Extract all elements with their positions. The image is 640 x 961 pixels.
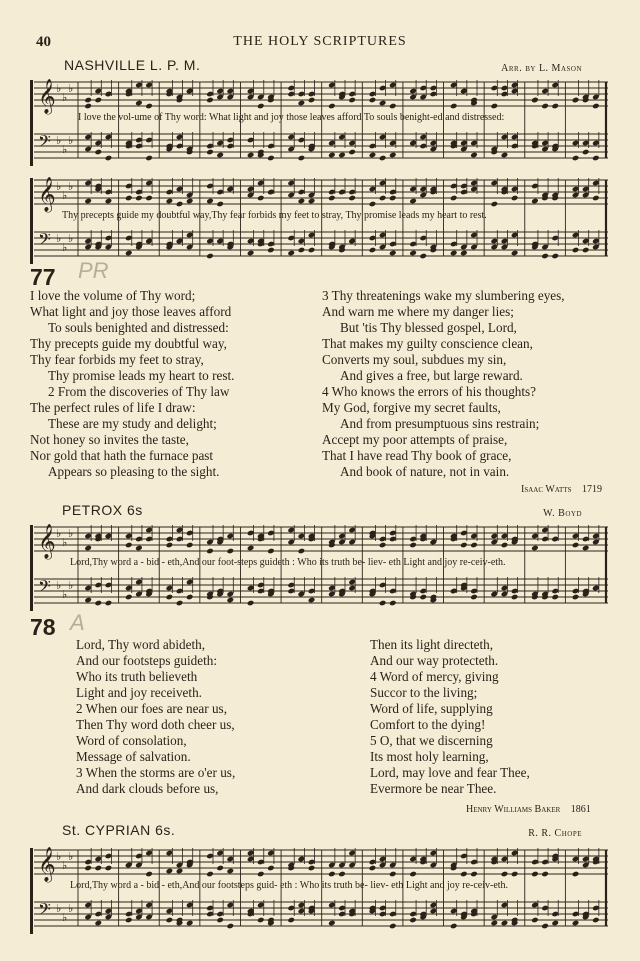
svg-text:♭: ♭ <box>62 241 68 254</box>
svg-text:♭: ♭ <box>68 902 74 915</box>
verse-line: And book of nature, not in vain. <box>340 464 510 479</box>
staff-svg <box>30 174 610 268</box>
verse-line: And dark clouds before us, <box>76 781 219 796</box>
svg-text:♭: ♭ <box>56 134 62 147</box>
hymn-78-left-column <box>76 637 235 797</box>
lyric-underlay-petrox: Lord,Thy word a - bid - eth,And our foot-steps guideth : Who its truth be- liev- eth Light and joy re-ceiv-eth. <box>70 557 506 568</box>
verse-line: Converts my soul, subdues my sin, <box>322 352 507 367</box>
svg-text:♭: ♭ <box>62 91 68 104</box>
running-title: THE HOLY SCRIPTURES <box>233 34 407 49</box>
lyric-underlay-st-cyprian: Lord,Thy word a - bid - eth,And our footsteps guid- eth : Who its truth be- liev- eth Light and joy re-ceiv-eth. <box>70 880 509 891</box>
pencil-mark-78: A <box>70 610 85 635</box>
verse-line: Thy promise leads my heart to rest. <box>48 368 235 383</box>
svg-text:♭: ♭ <box>56 180 62 193</box>
music-system-nashville-2 <box>30 174 610 268</box>
svg-text:♭: ♭ <box>56 850 62 863</box>
svg-text:♭: ♭ <box>68 180 74 193</box>
music-system-petrox <box>30 521 610 615</box>
svg-text:♭: ♭ <box>68 134 74 147</box>
verse-line: 4 Word of mercy, giving <box>370 669 499 684</box>
verse-line: And from presumptuous sins restrain; <box>340 416 540 431</box>
verse-line: That I have read Thy book of grace, <box>322 448 512 463</box>
svg-text:♭: ♭ <box>68 82 74 95</box>
verse-line: Its most holy learning, <box>370 749 489 764</box>
svg-text:♭: ♭ <box>62 143 68 156</box>
author-name: Isaac Watts <box>521 484 572 495</box>
verse-line: But 'tis Thy blessed gospel, Lord, <box>340 320 517 335</box>
verse-line: Light and joy receiveth. <box>76 685 202 700</box>
author-name: Henry Williams Baker <box>466 804 561 815</box>
svg-text:♭: ♭ <box>62 859 68 872</box>
verse-line: That makes my guilty conscience clean, <box>322 336 533 351</box>
svg-text:♭: ♭ <box>68 579 74 592</box>
svg-text:𝄢: 𝄢 <box>38 131 51 155</box>
svg-text:♭: ♭ <box>68 232 74 245</box>
svg-text:♭: ♭ <box>56 527 62 540</box>
svg-text:♭: ♭ <box>68 850 74 863</box>
svg-text:♭: ♭ <box>56 579 62 592</box>
author-77 <box>521 484 602 495</box>
page-number: 40 <box>36 34 51 50</box>
svg-text:𝄞: 𝄞 <box>38 79 56 114</box>
verse-line: Succor to the living; <box>370 685 478 700</box>
svg-text:♭: ♭ <box>62 189 68 202</box>
verse-line: And gives a free, but large reward. <box>340 368 523 383</box>
verse-line: Word of consolation, <box>76 733 187 748</box>
verse-line: Lord, Thy word abideth, <box>76 637 206 652</box>
verse-line: Then Thy word doth cheer us, <box>76 717 235 732</box>
hymn-number-77: 77 <box>30 264 56 290</box>
verse-line: Not honey so invites the taste, <box>30 432 189 447</box>
verse-line: Nor gold that hath the furnace past <box>30 448 214 463</box>
lyric-underlay-nashville-2: Thy precepts guide my doubtful way,Thy fear forbids my feet to stray, Thy promise leads my heart to rest. <box>62 210 487 221</box>
verse-line: My God, forgive my secret faults, <box>322 400 501 415</box>
verse-line: 5 O, that we discerning <box>370 733 493 748</box>
svg-text:𝄞: 𝄞 <box>38 524 56 559</box>
svg-text:♭: ♭ <box>56 82 62 95</box>
tune-name-st-cyprian: St. CYPRIAN 6s. <box>62 822 176 838</box>
author-78 <box>466 804 591 815</box>
svg-text:𝄞: 𝄞 <box>38 177 56 212</box>
verse-line: 2 When our foes are near us, <box>76 701 227 716</box>
svg-text:♭: ♭ <box>56 232 62 245</box>
verse-line: Word of life, supplying <box>370 701 493 716</box>
verse-line: Thy precepts guide my doubtful way, <box>30 336 227 351</box>
svg-text:♭: ♭ <box>56 902 62 915</box>
verse-line: These are my study and delight; <box>48 416 217 431</box>
verse-line: Evermore be near Thee. <box>370 781 497 796</box>
staff-svg <box>30 76 610 170</box>
verse-line: Then its light directeth, <box>370 637 494 652</box>
arranger-st-cyprian: R. R. Chope <box>528 828 582 839</box>
author-year: 1861 <box>570 804 591 815</box>
verse-line: Appears so pleasing to the sight. <box>48 464 220 479</box>
verse-line: Lord, may love and fear Thee, <box>370 765 530 780</box>
hymn-77-right-column <box>322 288 565 480</box>
svg-text:𝄢: 𝄢 <box>38 899 51 923</box>
staff-svg <box>30 844 610 938</box>
lyric-underlay-nashville-1: I love the vol-ume of Thy word: What light and joy those leaves afford To souls benight-ed and distressed: <box>78 112 505 123</box>
verse-line: 2 From the discoveries of Thy law <box>48 384 230 399</box>
svg-text:♭: ♭ <box>62 536 68 549</box>
verse-line: The perfect rules of life I draw: <box>30 400 196 415</box>
verse-line: And our footsteps guideth: <box>76 653 218 668</box>
verse-line: 3 Thy threatenings wake my slumbering eyes, <box>322 288 565 303</box>
svg-text:♭: ♭ <box>68 527 74 540</box>
tune-name-petrox: PETROX 6s <box>62 502 143 518</box>
pencil-mark-77: PR <box>78 258 109 283</box>
svg-text:𝄢: 𝄢 <box>38 576 51 600</box>
svg-text:♭: ♭ <box>62 911 68 924</box>
hymn-78-right-column <box>370 637 530 797</box>
music-system-st-cyprian <box>30 844 610 938</box>
verse-line: To souls benighted and distressed: <box>48 320 229 335</box>
verse-line: 4 Who knows the errors of his thoughts? <box>322 384 537 399</box>
svg-text:𝄢: 𝄢 <box>38 229 51 253</box>
author-year: 1719 <box>581 484 602 495</box>
music-system-nashville-1 <box>30 76 610 170</box>
verse-line: Accept my poor attempts of praise, <box>322 432 508 447</box>
tune-name-nashville: NASHVILLE L. P. M. <box>64 57 201 73</box>
verse-line: Who its truth believeth <box>76 669 198 684</box>
verse-line: Message of salvation. <box>76 749 191 764</box>
hymn-77-left-column <box>30 288 234 480</box>
arranger-petrox: W. Boyd <box>543 508 582 519</box>
verse-line: What light and joy those leaves afford <box>30 304 232 319</box>
verse-line: Thy fear forbids my feet to stray, <box>30 352 204 367</box>
verse-line: Comfort to the dying! <box>370 717 486 732</box>
hymn-number-78: 78 <box>30 614 56 640</box>
verse-line: And warn me where my danger lies; <box>322 304 514 319</box>
staff-svg <box>30 521 610 615</box>
verse-line: I love the volume of Thy word; <box>30 288 196 303</box>
svg-text:𝄞: 𝄞 <box>38 847 56 882</box>
svg-text:♭: ♭ <box>62 588 68 601</box>
arranger-nashville: Arr. by L. Mason <box>501 63 582 74</box>
verse-line: And our way protecteth. <box>370 653 499 668</box>
verse-line: 3 When the storms are o'er us, <box>76 765 236 780</box>
